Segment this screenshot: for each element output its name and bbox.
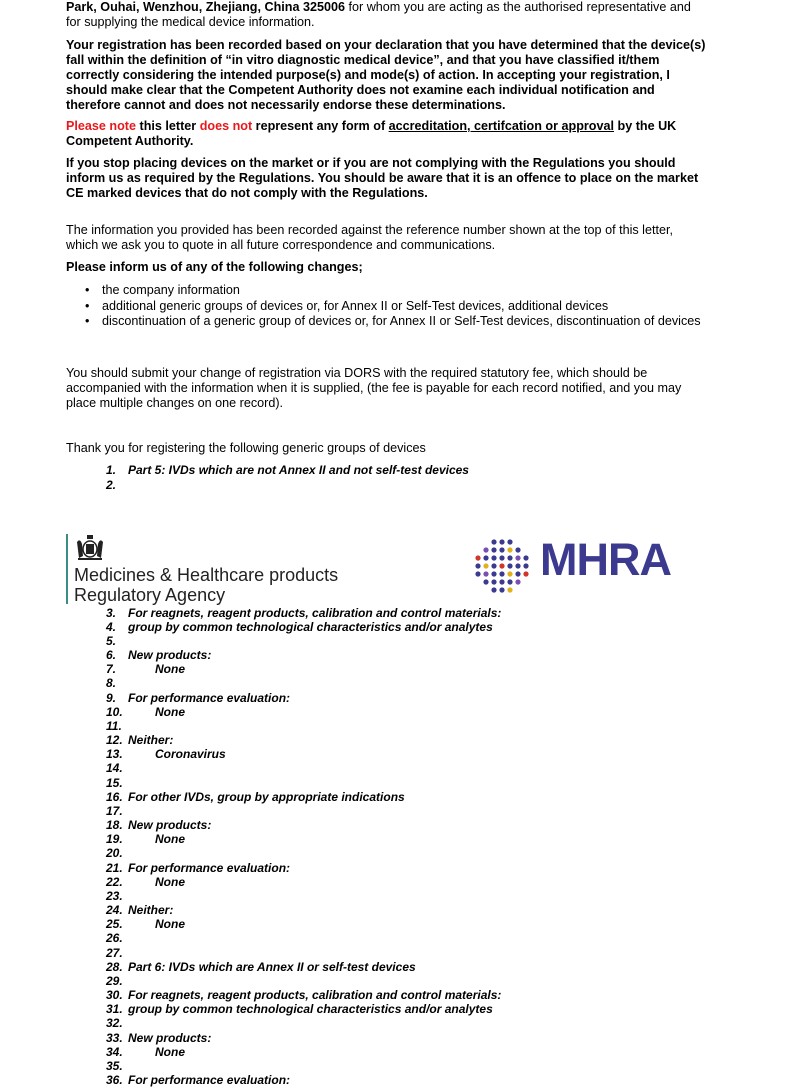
item-number: 7. xyxy=(106,662,117,676)
logo-dot xyxy=(523,571,528,576)
item-number: 32. xyxy=(106,1016,123,1030)
item-text: None xyxy=(155,705,185,719)
logo-dot xyxy=(499,539,504,544)
logo-dot xyxy=(491,571,496,576)
numbered-item xyxy=(106,691,290,705)
logo-dot xyxy=(491,539,496,544)
logo-dot xyxy=(475,555,480,560)
item-number: 18. xyxy=(106,818,123,832)
numbered-item xyxy=(106,662,185,676)
logo-dot xyxy=(507,571,512,576)
numbered-item xyxy=(106,832,185,846)
item-number: 15. xyxy=(106,776,123,790)
numbered-item xyxy=(106,846,128,860)
numbered-item xyxy=(106,478,128,492)
item-number: 34. xyxy=(106,1045,123,1059)
item-number: 10. xyxy=(106,705,123,719)
item-number: 12. xyxy=(106,733,123,747)
logo-dot xyxy=(483,563,488,568)
numbered-item xyxy=(106,761,128,775)
numbered-item xyxy=(106,648,211,662)
item-number: 20. xyxy=(106,846,123,860)
numbered-item xyxy=(106,1016,128,1030)
numbered-item xyxy=(106,1002,493,1016)
item-text: None xyxy=(155,832,185,846)
item-text: For performance evaluation: xyxy=(128,691,291,705)
logo-dot xyxy=(475,571,480,576)
numbered-item xyxy=(106,733,173,747)
item-number: 3. xyxy=(106,606,117,620)
please-note-text: Please note xyxy=(66,119,136,133)
list-item-text: the company information xyxy=(102,283,240,297)
logo-dot xyxy=(507,547,512,552)
mhra-wordmark: MHRA xyxy=(540,534,671,585)
logo-dot xyxy=(483,547,488,552)
logo-dot xyxy=(523,563,528,568)
item-number: 4. xyxy=(106,620,117,634)
numbered-item xyxy=(106,889,128,903)
changes-list xyxy=(66,283,706,330)
logo-dot xyxy=(475,563,480,568)
logo-dot xyxy=(483,579,488,584)
list-item xyxy=(66,283,706,299)
logo-dot xyxy=(491,587,496,592)
numbered-item xyxy=(106,634,128,648)
item-text: For performance evaluation: xyxy=(128,1073,291,1087)
numbered-item xyxy=(106,719,128,733)
numbered-item xyxy=(106,790,405,804)
item-number: 25. xyxy=(106,917,123,931)
item-text: For performance evaluation: xyxy=(128,861,291,875)
logo-dot xyxy=(507,563,512,568)
address-rest: for whom you are acting as the authorised representative and for supplying the medical device information. xyxy=(66,0,691,29)
item-number: 5. xyxy=(106,634,117,648)
numbered-item xyxy=(106,776,128,790)
numbered-item xyxy=(106,747,226,761)
numbered-item xyxy=(106,917,185,931)
logo-dot xyxy=(507,539,512,544)
numbered-item xyxy=(106,946,128,960)
item-number: 16. xyxy=(106,790,123,804)
agency-logo xyxy=(66,534,366,606)
list-item xyxy=(66,299,706,315)
logo-dot xyxy=(515,563,520,568)
item-number: 8. xyxy=(106,676,117,690)
numbered-item xyxy=(106,804,128,818)
logo-dot xyxy=(507,579,512,584)
item-text: Part 6: IVDs which are Annex II or self-test devices xyxy=(128,960,416,974)
numbered-item xyxy=(106,705,185,719)
numbered-item xyxy=(106,1073,290,1087)
item-number: 13. xyxy=(106,747,123,761)
item-text: New products: xyxy=(128,818,212,832)
logo-bar xyxy=(66,534,68,604)
numbered-item xyxy=(106,931,128,945)
item-number: 17. xyxy=(106,804,123,818)
item-number: 14. xyxy=(106,761,123,775)
logo-dot xyxy=(507,555,512,560)
list-item-text: additional generic groups of devices or, for Annex II or Self-Test devices, additional devices xyxy=(102,298,609,313)
list-item-text: discontinuation of a generic group of devices or, for Annex II or Self-Test devices, discontinuation of devices xyxy=(102,314,701,328)
numbered-item xyxy=(106,606,501,620)
item-number: 36. xyxy=(106,1073,123,1087)
represent-text: represent any form of xyxy=(252,119,389,133)
bullet-icon: • xyxy=(85,314,90,328)
info-paragraph: The information you provided has been recorded against the reference number shown at the top of this letter, which we ask you to quote in all future correspondence and communications. xyxy=(66,223,673,252)
item-text: Coronavirus xyxy=(155,747,226,761)
numbered-item xyxy=(106,1045,185,1059)
item-number: 26. xyxy=(106,931,123,945)
logo-dot xyxy=(499,555,504,560)
this-letter-text: this letter xyxy=(136,119,200,133)
item-text: For reagnets, reagent products, calibration and control materials: xyxy=(128,988,502,1002)
logo-dot xyxy=(499,563,504,568)
numbered-item xyxy=(106,676,128,690)
item-number: 30. xyxy=(106,988,123,1002)
logo-dot xyxy=(515,547,520,552)
changes-heading: Please inform us of any of the following changes; xyxy=(66,260,363,274)
item-number: 29. xyxy=(106,974,123,988)
authority-text: by the UK Competent Authority. xyxy=(66,119,677,148)
logo-dot xyxy=(483,571,488,576)
numbered-item xyxy=(106,1059,128,1073)
list-item xyxy=(66,314,706,330)
item-text: Neither: xyxy=(128,733,174,747)
does-not-text: does not xyxy=(199,119,253,133)
item-text: None xyxy=(155,875,185,889)
registration-paragraph: Your registration has been recorded based on your declaration that you have determined that the device(s) fall within the definition of “in vitro diagnostic medical device”, and that you have classified it/them correctly considering the intended purpose(s) and mode(s) of action. In accepting your registration, I should make clear that the Competent Authority does not examine each individual notification and therefore cannot and does not necessarily endorse these determinations. xyxy=(66,38,706,112)
item-text: Part 5: IVDs which are not Annex II and not self-test devices xyxy=(128,463,469,477)
logo-dot xyxy=(491,579,496,584)
accreditation-text: accreditation, certifcation or approval xyxy=(388,119,614,133)
logo-dot xyxy=(499,571,504,576)
logo-dot xyxy=(491,547,496,552)
item-number: 35. xyxy=(106,1059,123,1073)
item-number: 11. xyxy=(106,719,122,733)
item-text: group by common technological characteristics and/or analytes xyxy=(128,1002,493,1016)
item-text: Neither: xyxy=(128,903,174,917)
numbered-item xyxy=(106,818,211,832)
bullet-icon: • xyxy=(85,298,90,313)
item-number: 22. xyxy=(106,875,123,889)
item-number: 9. xyxy=(106,691,117,705)
item-number: 23. xyxy=(106,889,123,903)
numbered-item xyxy=(106,875,185,889)
logo-dot xyxy=(507,587,512,592)
item-number: 24. xyxy=(106,903,123,917)
numbered-item xyxy=(106,620,493,634)
agency-name xyxy=(74,565,338,605)
item-number: 6. xyxy=(106,648,117,662)
logo-dot xyxy=(515,571,520,576)
logo-dot xyxy=(499,547,504,552)
item-text: None xyxy=(155,917,185,931)
logo-dot xyxy=(515,555,520,560)
logo-dot xyxy=(499,579,504,584)
agency-line-1: Medicines & Healthcare products xyxy=(74,565,339,585)
numbered-item xyxy=(106,463,469,477)
item-number: 2. xyxy=(106,478,117,492)
item-number: 28. xyxy=(106,960,123,974)
item-number: 33. xyxy=(106,1031,123,1045)
item-text: For other IVDs, group by appropriate indications xyxy=(128,790,405,804)
numbered-item xyxy=(106,903,173,917)
mhra-dots-icon xyxy=(470,534,534,598)
item-number: 31. xyxy=(106,1002,123,1016)
numbered-item xyxy=(106,861,290,875)
royal-crest-icon xyxy=(74,534,106,562)
submit-paragraph: You should submit your change of registration via DORS with the required statutory fee, which should be accompanied with the information when it is supplied, (the fee is payable for each record notified, and you may place multiple changes on one record). xyxy=(66,366,682,410)
mhra-logo xyxy=(470,534,685,598)
item-number: 27. xyxy=(106,946,123,960)
item-number: 21. xyxy=(106,861,123,875)
logo-dot xyxy=(491,563,496,568)
item-text: For reagnets, reagent products, calibration and control materials: xyxy=(128,606,502,620)
logo-dot xyxy=(515,579,520,584)
numbered-item xyxy=(106,1031,211,1045)
item-number: 1. xyxy=(106,463,117,477)
thanks-line: Thank you for registering the following generic groups of devices xyxy=(66,441,426,455)
item-text: None xyxy=(155,1045,185,1059)
item-text: None xyxy=(155,662,185,676)
numbered-item xyxy=(106,960,416,974)
logo-dot xyxy=(483,555,488,560)
note-paragraph xyxy=(66,119,706,149)
address-paragraph xyxy=(66,0,706,30)
stop-paragraph: If you stop placing devices on the market or if you are not complying with the Regulations you should inform us as required by the Regulations. You should be aware that it is an offence to place on the market CE marked devices that do not comply with the Regulations. xyxy=(66,156,699,200)
bullet-icon: • xyxy=(85,283,90,297)
item-text: New products: xyxy=(128,1031,212,1045)
agency-line-2: Regulatory Agency xyxy=(74,585,226,605)
numbered-item xyxy=(106,974,128,988)
item-text: group by common technological characteristics and/or analytes xyxy=(128,620,493,634)
item-number: 19. xyxy=(106,832,123,846)
address-bold: Park, Ouhai, Wenzhou, Zhejiang, China 325006 xyxy=(66,0,345,14)
logo-dot xyxy=(491,555,496,560)
item-text: New products: xyxy=(128,648,212,662)
logo-dot xyxy=(499,587,504,592)
logo-dot xyxy=(523,555,528,560)
numbered-item xyxy=(106,988,501,1002)
